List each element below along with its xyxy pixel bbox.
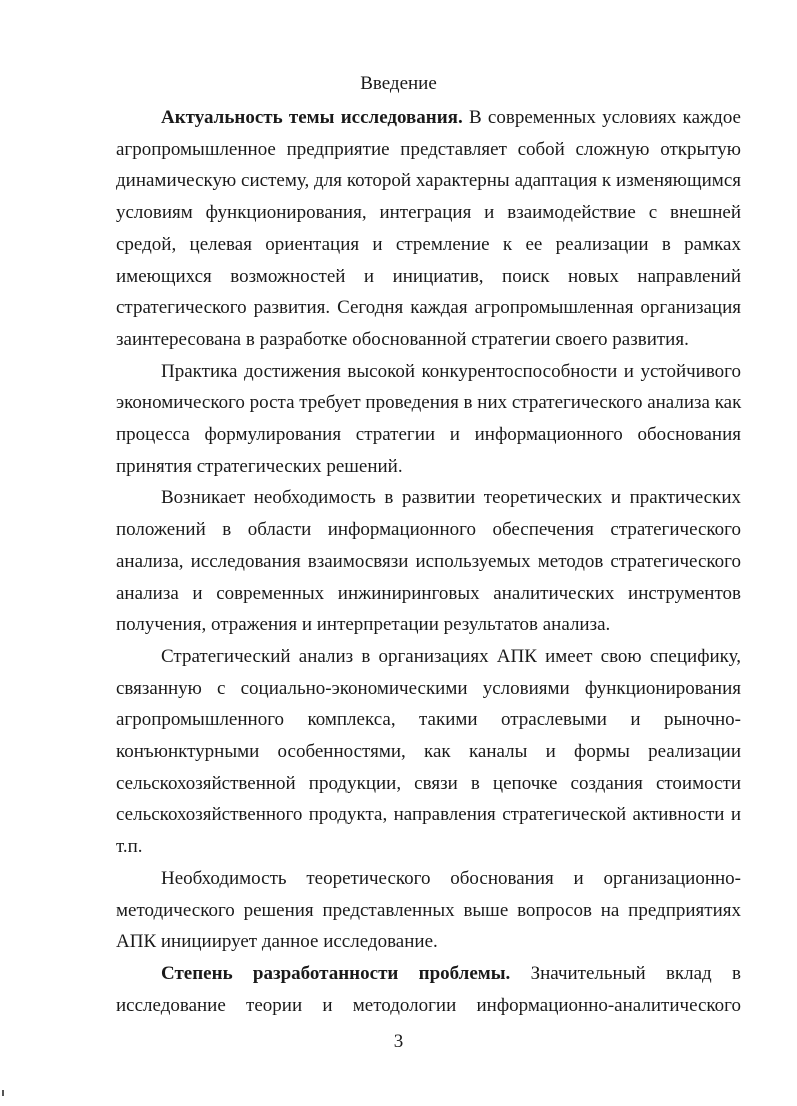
page-number: 3	[393, 1031, 404, 1052]
text-line: анализа и современных инжиниринговых аналитических инструментов	[116, 582, 741, 604]
text-line: Практика достижения высокой конкурентоспособности и устойчивого	[161, 360, 741, 382]
text-line: АПК инициирует данное исследование.	[116, 931, 438, 953]
scan-mark	[2, 1090, 4, 1096]
text-line: Возникает необходимость в развитии теоретических и практических	[161, 487, 741, 509]
text-line: получения, отражения и интерпретации результатов анализа.	[116, 614, 611, 636]
paragraph-necessity	[116, 482, 741, 641]
text-line: связанную с социально-экономическими условиями функционирования	[116, 677, 741, 699]
text-line: исследование теории и методологии информационно-аналитического	[116, 994, 741, 1016]
text-line: экономического роста требует проведения в них стратегического анализа как	[116, 392, 742, 414]
text-line	[116, 102, 741, 134]
text-line: т.п.	[116, 836, 143, 858]
paragraph-justification	[116, 863, 741, 958]
text-line: условиям функционирования, интеграция и взаимодействие с внешней	[116, 202, 741, 224]
paragraph-practice	[116, 356, 741, 483]
page-heading: Введение	[360, 73, 437, 94]
text-line: сельскохозяйственной продукции, связи в цепочке создания стоимости	[116, 772, 741, 794]
text-line: положений в области информационного обеспечения стратегического	[116, 519, 741, 541]
text-line: средой, целевая ориентация и стремление к ее реализации в рамках	[116, 233, 741, 255]
text-line: процесса формулирования стратегии и информационного обоснования	[116, 424, 741, 446]
text-line: агропромышленного комплекса, такими отраслевыми и рыночно-	[116, 709, 741, 731]
body-text	[116, 102, 741, 1021]
text-line: конъюнктурными особенностями, как каналы и формы реализации	[116, 741, 741, 763]
paragraph-degree-of-development	[116, 958, 741, 1021]
text-line: динамическую систему, для которой характерны адаптация к изменяющимся	[116, 170, 741, 192]
text-line: имеющихся возможностей и инициатив, поиск новых направлений	[116, 265, 741, 287]
text-line	[116, 958, 741, 990]
section-lead-degree: Степень разработанности проблемы.	[161, 962, 511, 984]
text-line: заинтересована в разработке обоснованной стратегии своего развития.	[116, 328, 689, 350]
section-lead-relevance: Актуальность темы исследования.	[161, 107, 463, 128]
text-line: Стратегический анализ в организациях АПК имеет свою специфику,	[161, 645, 741, 667]
text-line: стратегического развития. Сегодня каждая агропромышленная организация	[116, 297, 741, 319]
text-line-fragment: Значительный вклад в	[510, 962, 741, 984]
paragraph-relevance	[116, 102, 741, 356]
text-line: анализа, исследования взаимосвязи используемых методов стратегического	[116, 550, 741, 572]
paragraph-strategic-analysis	[116, 641, 741, 863]
text-line: Необходимость теоретического обоснования и организационно-	[161, 867, 741, 889]
text-line: сельскохозяйственного продукта, направления стратегической активности и	[116, 804, 741, 826]
text-line: принятия стратегических решений.	[116, 455, 403, 477]
text-line: агропромышленное предприятие представляет собой сложную открытую	[116, 138, 741, 160]
text-line: методического решения представленных выше вопросов на предприятиях	[116, 899, 741, 921]
text-line-fragment: В современных условиях каждое	[462, 107, 741, 128]
